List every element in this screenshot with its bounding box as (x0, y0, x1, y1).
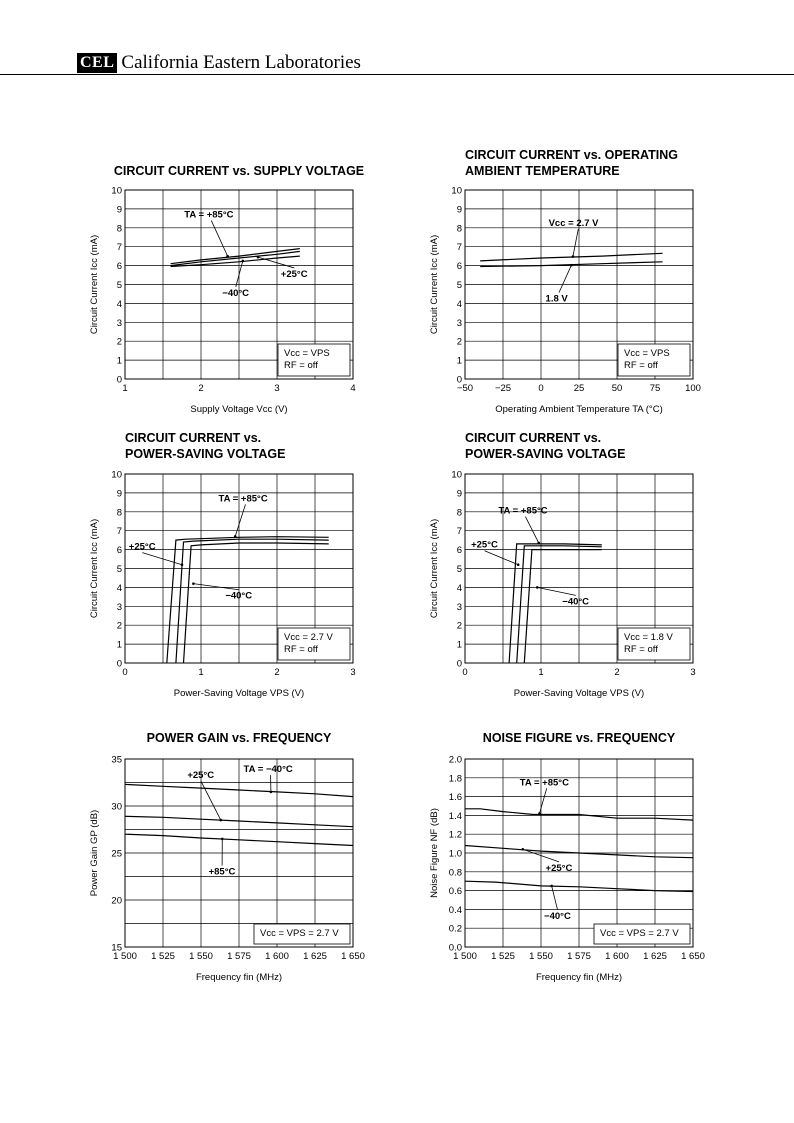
y-tick-label: 9 (116, 204, 122, 216)
annotation-leader (537, 587, 576, 595)
y-tick-label: 9 (456, 204, 462, 216)
annotation-label: −40°C (222, 287, 250, 299)
y-tick-label: 9 (116, 488, 122, 500)
x-tick-label: 0 (462, 667, 468, 678)
y-tick-label: 25 (111, 848, 122, 860)
y-tick-label: 0 (116, 658, 122, 670)
x-tick-label: 1 600 (265, 951, 289, 962)
y-tick-label: 8 (116, 507, 122, 519)
annotation-point (550, 885, 553, 888)
x-tick-label: 1 550 (189, 951, 213, 962)
y-tick-label: 0.0 (448, 942, 462, 954)
chart-title: NOISE FIGURE vs. FREQUENCY (482, 731, 676, 745)
annotation-point (270, 791, 273, 794)
y-tick-label: 5 (456, 564, 462, 575)
annotation-point (257, 256, 260, 259)
x-tick-label: 1 550 (529, 951, 553, 962)
condition-text: Vcc = VPS (624, 348, 670, 359)
y-tick-label: 4 (116, 298, 122, 310)
chart-title: CIRCUIT CURRENT vs. (125, 431, 262, 445)
x-tick-label: 1 625 (643, 951, 667, 962)
x-axis-label: Operating Ambient Temperature TA (°C) (495, 404, 663, 415)
annotation-leader (552, 886, 558, 910)
annotation-point (234, 535, 237, 538)
y-tick-label: 8 (456, 223, 462, 235)
x-axis-label: Power-Saving Voltage VPS (V) (513, 688, 645, 699)
y-tick-label: 9 (456, 488, 462, 500)
y-tick-label: 7 (456, 526, 462, 538)
y-tick-label: 3 (116, 601, 122, 613)
y-tick-label: 1.2 (448, 829, 462, 841)
annotation-leader (573, 229, 578, 257)
annotation-label: −40°C (544, 910, 571, 922)
y-tick-label: 6 (456, 545, 462, 557)
annotation-label: +25°C (280, 268, 308, 280)
x-axis-label: Power-Saving Voltage VPS (V) (173, 688, 305, 699)
y-tick-label: 7 (456, 242, 462, 254)
y-tick-label: 1.4 (448, 810, 462, 822)
y-tick-label: 0 (456, 374, 462, 386)
chart-nf-vs-freq (429, 731, 705, 983)
y-tick-label: 4 (116, 582, 122, 594)
x-tick-label: 1 650 (341, 951, 365, 962)
x-tick-label: −25 (494, 383, 512, 394)
annotation-label: Vcc = 2.7 V (548, 217, 599, 229)
x-tick-label: 0 (122, 667, 128, 678)
y-tick-label: 1.6 (448, 792, 462, 804)
series-line (171, 249, 300, 264)
annotation-point (242, 260, 245, 263)
annotation-label: +25°C (187, 769, 215, 781)
condition-text: RF = off (624, 360, 658, 371)
y-tick-label: 2 (116, 336, 122, 348)
x-tick-label: 1 (122, 383, 128, 394)
y-tick-label: 1.0 (448, 848, 462, 860)
x-tick-label: 25 (573, 383, 585, 394)
y-tick-label: 35 (111, 754, 122, 766)
annotation-label: TA = +85°C (498, 505, 548, 517)
condition-text: Vcc = 2.7 V (284, 632, 333, 643)
y-tick-label: 10 (451, 185, 462, 197)
annotation-label: +25°C (128, 541, 156, 553)
y-tick-label: 20 (111, 895, 122, 907)
y-tick-label: 5 (116, 280, 122, 291)
x-axis-label: Frequency fin (MHz) (535, 972, 623, 983)
annotation-leader (539, 788, 546, 813)
x-tick-label: 1 650 (681, 951, 705, 962)
x-tick-label: 2 (614, 667, 620, 678)
y-tick-label: 10 (111, 185, 122, 197)
annotation-leader (211, 220, 227, 256)
annotation-leader (258, 257, 294, 268)
annotation-label: TA = +85°C (184, 209, 234, 221)
annotation-leader (525, 517, 538, 543)
y-tick-label: 3 (456, 317, 462, 329)
annotation-leader (559, 265, 571, 292)
y-tick-label: 8 (456, 507, 462, 519)
y-tick-label: 1 (456, 355, 462, 367)
x-tick-label: 1 525 (491, 951, 515, 962)
y-tick-label: 6 (116, 545, 122, 557)
annotation-point (537, 542, 540, 545)
y-tick-label: 1 (116, 355, 122, 367)
x-tick-label: 1 (198, 667, 204, 678)
chart-title: POWER-SAVING VOLTAGE (125, 447, 286, 461)
y-tick-label: 15 (111, 942, 122, 954)
y-axis-label: Noise Figure NF (dB) (429, 808, 440, 898)
company-name: California Eastern Laboratories (121, 52, 361, 73)
y-tick-label: 0.2 (448, 923, 462, 935)
x-tick-label: 2 (198, 383, 204, 394)
condition-text: RF = off (284, 360, 318, 371)
y-tick-label: 2.0 (448, 754, 462, 766)
y-tick-label: 7 (116, 526, 122, 538)
x-tick-label: 0 (538, 383, 544, 394)
annotation-label: −40°C (225, 590, 253, 602)
x-tick-label: 1 525 (151, 951, 175, 962)
x-tick-label: 1 600 (605, 951, 629, 962)
y-axis-label: Circuit Current Icc (mA) (429, 518, 440, 619)
annotation-point (521, 848, 524, 851)
annotation-point (226, 255, 229, 258)
annotation-label: −40°C (562, 596, 590, 608)
y-tick-label: 6 (456, 261, 462, 273)
y-tick-label: 1 (116, 639, 122, 651)
x-tick-label: 1 (538, 667, 544, 678)
y-tick-label: 0.6 (448, 886, 462, 898)
x-tick-label: 1 625 (303, 951, 327, 962)
y-tick-label: 0.4 (448, 904, 462, 916)
y-tick-label: 1 (456, 639, 462, 651)
y-tick-label: 3 (116, 317, 122, 329)
x-tick-label: 3 (690, 667, 696, 678)
x-tick-label: 100 (685, 383, 701, 394)
y-tick-label: 10 (451, 469, 462, 481)
annotation-leader (235, 504, 245, 536)
annotation-point (570, 264, 573, 267)
y-tick-label: 4 (456, 582, 462, 594)
y-tick-label: 3 (456, 601, 462, 613)
annotation-leader (142, 553, 182, 565)
y-tick-label: 8 (116, 223, 122, 235)
annotation-point (572, 255, 575, 258)
chart-cc-vs-vps-27 (89, 431, 356, 699)
chart-gain-vs-freq (89, 731, 365, 983)
y-tick-label: 0 (456, 658, 462, 670)
y-tick-label: 2 (456, 336, 462, 348)
annotation-label: +85°C (208, 866, 236, 878)
annotation-label: +25°C (545, 862, 573, 874)
chart-title: POWER-SAVING VOLTAGE (465, 447, 626, 461)
x-tick-label: 4 (350, 383, 356, 394)
y-tick-label: 2 (456, 620, 462, 632)
y-tick-label: 7 (116, 242, 122, 254)
chart-cc-vs-vcc (89, 164, 364, 415)
condition-text: RF = off (284, 644, 318, 655)
y-axis-label: Circuit Current Icc (mA) (429, 234, 440, 335)
annotation-leader (485, 551, 519, 565)
y-tick-label: 0.8 (448, 867, 462, 879)
x-tick-label: 3 (274, 383, 280, 394)
annotation-point (538, 812, 541, 815)
y-axis-label: Circuit Current Icc (mA) (89, 234, 100, 335)
annotation-point (221, 838, 224, 841)
annotation-label: TA = +85°C (519, 777, 569, 789)
annotation-label: +25°C (471, 539, 498, 551)
y-tick-label: 0 (116, 374, 122, 386)
chart-cc-vs-vps-18 (429, 431, 696, 699)
y-tick-label: 2 (116, 620, 122, 632)
chart-title: CIRCUIT CURRENT vs. OPERATING (465, 148, 678, 162)
annotation-point (517, 563, 520, 566)
y-tick-label: 1.8 (448, 773, 462, 785)
x-axis-label: Supply Voltage Vcc (V) (190, 404, 288, 415)
condition-text: Vcc = VPS (284, 348, 330, 359)
condition-text: Vcc = VPS = 2.7 V (260, 928, 339, 939)
x-tick-label: 2 (274, 667, 280, 678)
y-tick-label: 5 (116, 564, 122, 575)
company-logo: CEL (77, 53, 117, 73)
annotation-point (181, 563, 184, 566)
chart-title: CIRCUIT CURRENT vs. (465, 431, 602, 445)
annotation-label: TA = −40°C (243, 764, 293, 776)
annotation-leader (193, 584, 238, 590)
x-tick-label: 75 (649, 383, 661, 394)
chart-cc-vs-ta (429, 148, 701, 415)
y-axis-label: Circuit Current Icc (mA) (89, 518, 100, 619)
condition-text: RF = off (624, 644, 658, 655)
x-tick-label: 3 (350, 667, 356, 678)
x-tick-label: −50 (456, 383, 474, 394)
x-tick-label: 1 500 (113, 951, 137, 962)
chart-title: CIRCUIT CURRENT vs. SUPPLY VOLTAGE (113, 164, 365, 178)
x-tick-label: 1 500 (453, 951, 477, 962)
annotation-point (192, 582, 195, 585)
x-tick-label: 1 575 (227, 951, 251, 962)
x-tick-label: 50 (611, 383, 623, 394)
annotation-label: 1.8 V (545, 293, 568, 305)
y-tick-label: 6 (116, 261, 122, 273)
annotation-point (536, 586, 539, 589)
x-tick-label: 1 575 (567, 951, 591, 962)
series-line (480, 253, 662, 261)
annotation-point (219, 819, 222, 822)
y-tick-label: 10 (111, 469, 122, 481)
annotation-label: TA = +85°C (218, 493, 268, 505)
chart-title: AMBIENT TEMPERATURE (465, 164, 620, 178)
condition-text: Vcc = VPS = 2.7 V (600, 928, 679, 939)
condition-text: Vcc = 1.8 V (624, 632, 673, 643)
annotation-leader (201, 781, 221, 820)
y-tick-label: 5 (456, 280, 462, 291)
x-axis-label: Frequency fin (MHz) (195, 972, 283, 983)
y-tick-label: 4 (456, 298, 462, 310)
y-tick-label: 30 (111, 801, 122, 813)
chart-title: POWER GAIN vs. FREQUENCY (146, 731, 332, 745)
y-axis-label: Power Gain GP (dB) (89, 809, 100, 897)
